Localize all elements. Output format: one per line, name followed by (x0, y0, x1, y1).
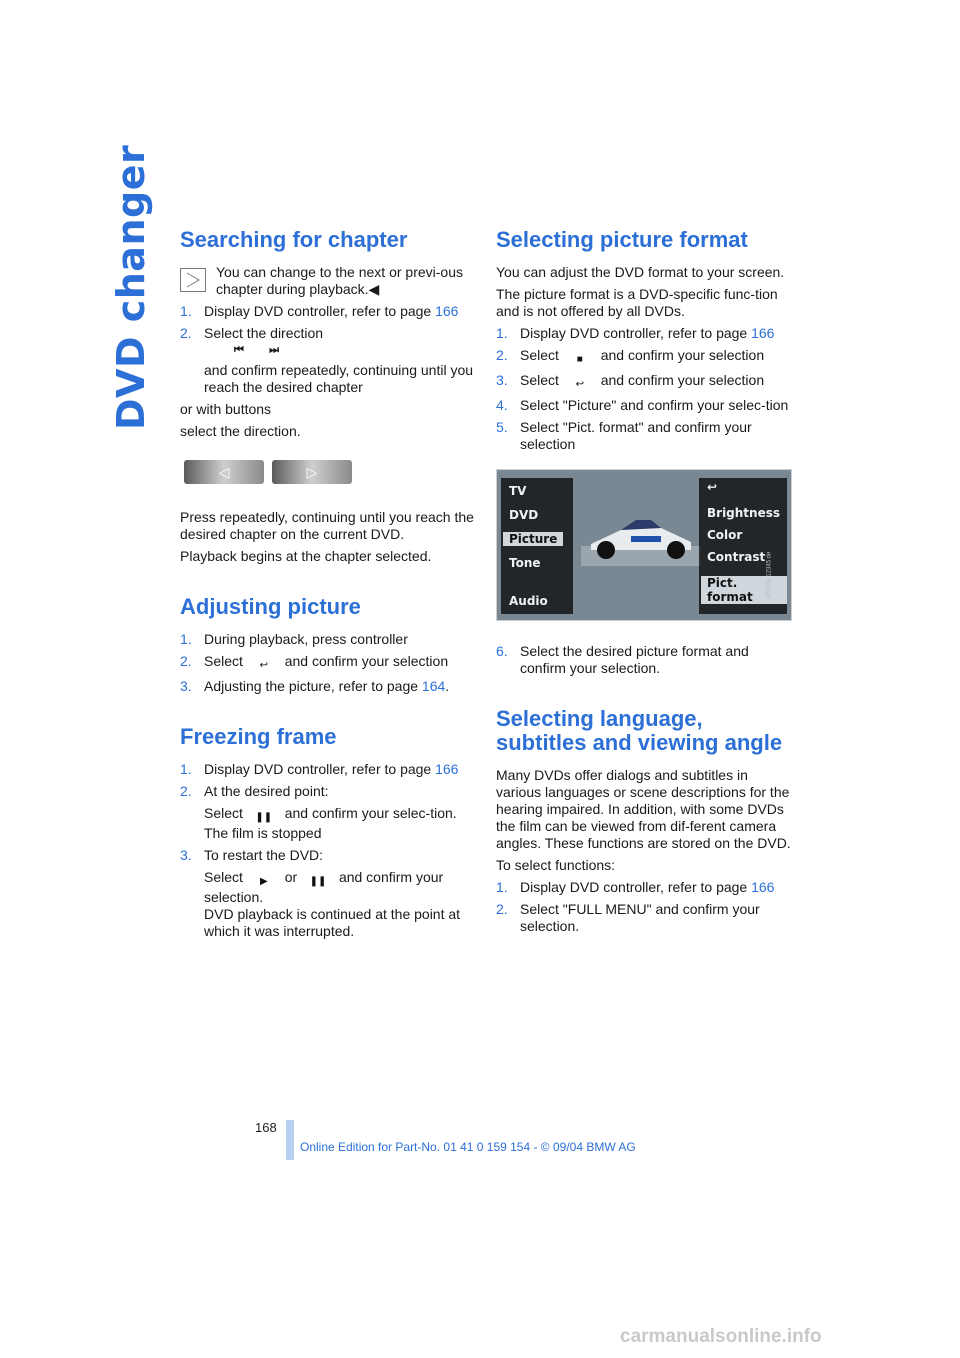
freeze-step-1 (180, 761, 480, 778)
note-text: You can change to the next or previ-ous chapter during playback.◀ (216, 264, 463, 297)
menu-item-color: Color (707, 528, 743, 542)
adjust-step-2 (180, 653, 480, 673)
menu-item-audio: Audio (509, 594, 548, 608)
page-link[interactable]: 166 (751, 325, 775, 341)
adjust-step-1 (180, 631, 480, 648)
watermark: carmanualsonline.info (620, 1326, 822, 1347)
step-text: To restart the DVD: (204, 847, 324, 863)
press-repeatedly: Press repeatedly, continuing until you reach the desired chapter on the current DVD. (180, 509, 474, 542)
dvd-right-menu (699, 478, 787, 614)
page-link[interactable]: 166 (435, 761, 459, 777)
format-step-1 (496, 325, 796, 342)
step-number: 1. (496, 879, 508, 895)
format-step-6 (496, 643, 796, 677)
or-with-buttons: or with buttons (180, 401, 272, 417)
step-number: 2. (496, 901, 508, 917)
step-number: 3. (180, 847, 192, 863)
next-button-icon: ▷ (272, 460, 352, 484)
step-text: Display DVD controller, refer to page (520, 325, 748, 341)
step-number: 2. (496, 347, 508, 363)
right-column (496, 228, 796, 940)
direction-icons (204, 342, 480, 362)
period: . (445, 678, 450, 694)
step-text: and confirm your selection (600, 372, 765, 388)
step-text: and confirm your selection (600, 347, 765, 363)
direction-buttons-image (184, 460, 352, 484)
language-intro: Many DVDs offer dialogs and subtitles in various languages or scene descriptions for the hearing impaired. In addition, with some DVDs the film can be viewed from dif-ferent camera angles. These functions are stored on the DVD. (496, 767, 791, 851)
heading-picture-format: Selecting picture format (496, 227, 748, 252)
step-text: and confirm your selection. (204, 869, 444, 905)
step-text: Display DVD controller, refer to page (204, 303, 432, 319)
skip-forward-icon: ⏭ (269, 344, 281, 356)
step-text: and confirm your selection (284, 653, 449, 669)
step-text: and confirm your selec-tion. (284, 805, 457, 821)
select-direction: select the direction. (180, 423, 301, 439)
side-chapter-title: DVD changer (109, 144, 153, 430)
step-text: Select "Pict. format" and confirm your selection (520, 419, 752, 452)
page-link[interactable]: 164 (421, 678, 446, 694)
format-step-5 (496, 419, 796, 453)
skip-back-icon: ⏮ (234, 344, 246, 356)
dvd-menu-screenshot (496, 469, 792, 621)
step-text: Select (204, 869, 243, 885)
step-text: Adjusting the picture, refer to page (204, 678, 419, 694)
step-number: 2. (180, 653, 192, 669)
note-arrow-icon (180, 268, 206, 292)
step-number: 2. (180, 783, 192, 799)
menu-item-dvd: DVD (509, 508, 539, 522)
heading-searching-chapter: Searching for chapter (180, 227, 408, 252)
format-step-3 (496, 372, 796, 392)
freeze-step-2 (180, 783, 480, 842)
freeze-step-3 (180, 847, 480, 940)
footer-accent-bar (286, 1120, 294, 1160)
language-step-2 (496, 901, 796, 935)
pause-icon: ❚❚ (255, 812, 273, 823)
step-text: Select the direction (204, 325, 324, 341)
prev-button-icon: ◁ (184, 460, 264, 484)
step-number: 1. (496, 325, 508, 341)
menu-item-pict-format: Pict. format (701, 576, 787, 604)
search-step-2 (180, 325, 480, 396)
step-text: At the desired point: (204, 783, 329, 799)
format-step-4 (496, 397, 796, 414)
step-number: 1. (180, 631, 192, 647)
heading-freezing-frame: Freezing frame (180, 724, 337, 749)
format-intro-2: The picture format is a DVD-specific func-tion and is not offered by all DVDs. (496, 286, 778, 319)
heading-adjusting-picture: Adjusting picture (180, 594, 361, 619)
race-car-image (581, 506, 701, 566)
page-number: 168 (255, 1120, 277, 1135)
to-select-functions: To select functions: (496, 857, 616, 873)
step-text: Select (204, 805, 243, 821)
play-icon: ▶ (259, 876, 268, 887)
return-arrow-icon: ↩ (259, 660, 268, 671)
step-number: 1. (180, 303, 192, 319)
menu-item-picture: Picture (503, 532, 563, 546)
search-step-1 (180, 303, 480, 320)
step-text: During playback, press controller (204, 631, 408, 647)
menu-item-tv: TV (509, 484, 527, 498)
note-chapter (180, 264, 480, 298)
left-column (180, 228, 480, 945)
image-code: 078 CE 12345 de (766, 551, 773, 599)
step-text-continued: and confirm repeatedly, continuing until you reach the desired chapter (204, 362, 474, 395)
menu-item-brightness: Brightness (707, 506, 781, 520)
step-text: Select (204, 653, 243, 669)
step-text: or (284, 869, 298, 885)
menu-item-tone: Tone (509, 556, 541, 570)
step-text: Select "Picture" and confirm your selec-tion (520, 397, 789, 413)
menu-item-contrast: Contrast (707, 550, 766, 564)
page-link[interactable]: 166 (435, 303, 459, 319)
format-step-2 (496, 347, 796, 367)
stop-icon: ■ (576, 354, 583, 365)
adjust-step-3 (180, 678, 480, 695)
pause-icon: ❚❚ (309, 876, 327, 887)
dvd-left-menu (501, 478, 573, 614)
step-number: 1. (180, 761, 192, 777)
step-text: Select "FULL MENU" and confirm your selection. (520, 901, 760, 934)
playback-continued: DVD playback is continued at the point at which it was interrupted. (204, 906, 461, 939)
step-text: Select (520, 347, 559, 363)
step-text: Display DVD controller, refer to page (204, 761, 432, 777)
page-link[interactable]: 166 (751, 879, 775, 895)
heading-language-subtitles: Selecting language, subtitles and viewing angle (496, 706, 783, 755)
online-edition-footer: Online Edition for Part-No. 01 41 0 159 154 - © 09/04 BMW AG (300, 1140, 636, 1154)
film-stopped: The film is stopped (204, 825, 322, 841)
step-number: 5. (496, 419, 508, 435)
format-intro-1: You can adjust the DVD format to your screen. (496, 264, 785, 280)
step-number: 4. (496, 397, 508, 413)
return-arrow-icon: ↩ (575, 379, 584, 390)
step-number: 3. (180, 678, 192, 694)
step-text: Display DVD controller, refer to page (520, 879, 748, 895)
step-text: Select (520, 372, 559, 388)
step-number: 6. (496, 643, 508, 659)
playback-begins: Playback begins at the chapter selected. (180, 548, 432, 564)
step-number: 3. (496, 372, 508, 388)
language-step-1 (496, 879, 796, 896)
menu-back-icon: ↩ (707, 480, 718, 494)
step-number: 2. (180, 325, 192, 341)
step-text: Select the desired picture format and confirm your selection. (520, 643, 749, 676)
